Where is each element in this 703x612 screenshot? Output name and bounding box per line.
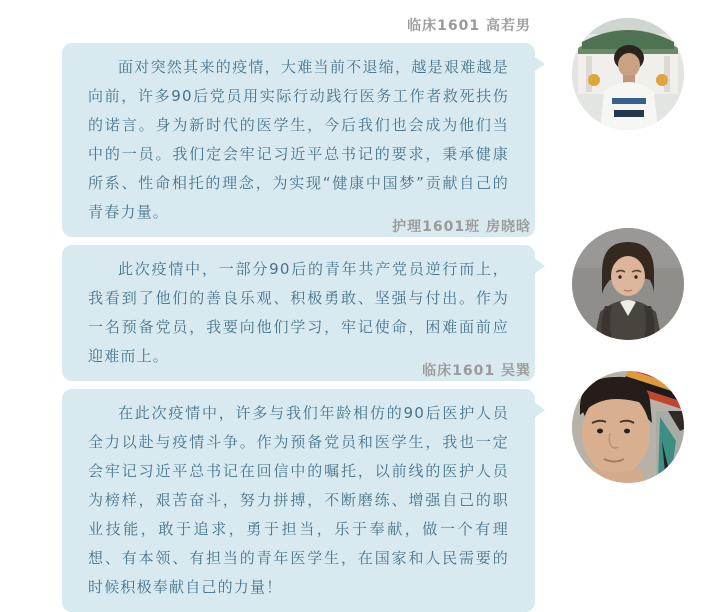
avatar-photo-portrait — [572, 228, 684, 340]
message-text: 面对突然其来的疫情，大难当前不退缩，越是艰难越是向前，许多90后党员用实际行动践行医务工作者救死扶伤的诺言。身为新时代的医学生，今后我们也会成为他们当中的一员。我们定会牢记习近平总书记的要求，秉承健康所系、性命相托的理念，为实现“健康中国梦”贡献自己的青春力量。 — [88, 58, 509, 221]
avatar — [572, 18, 684, 130]
avatar-photo-outdoor — [572, 18, 684, 130]
avatar — [572, 228, 684, 340]
sender-label: 临床1601 高若男 — [407, 18, 531, 34]
message-text: 此次疫情中，一部分90后的青年共产党员逆行而上，我看到了他们的善良乐观、积极勇敢、坚强与付出。作为一名预备党员，我要向他们学习，牢记使命，困难面前应迎难而上。 — [88, 260, 509, 365]
sender-label: 护理1601班 房晓晗 — [392, 219, 531, 235]
message-bubble — [62, 43, 535, 237]
avatar-photo-selfie — [572, 371, 684, 483]
avatar — [572, 371, 684, 483]
message-bubble — [62, 389, 535, 612]
sender-label: 临床1601 吴巽 — [422, 363, 531, 379]
message-text: 在此次疫情中，许多与我们年龄相仿的90后医护人员全力以赴与疫情斗争。作为预备党员和医学生，我也一定会牢记习近平总书记在回信中的嘱托，以前线的医护人员为榜样，艰苦奋斗，努力拼搏，不断磨练、增强自己的职业技能，敢于追求，勇于担当，乐于奉献，做一个有理想、有本领、有担当的青年医学生，在国家和人民需要的时候积极奉献自己的力量！ — [88, 404, 509, 596]
